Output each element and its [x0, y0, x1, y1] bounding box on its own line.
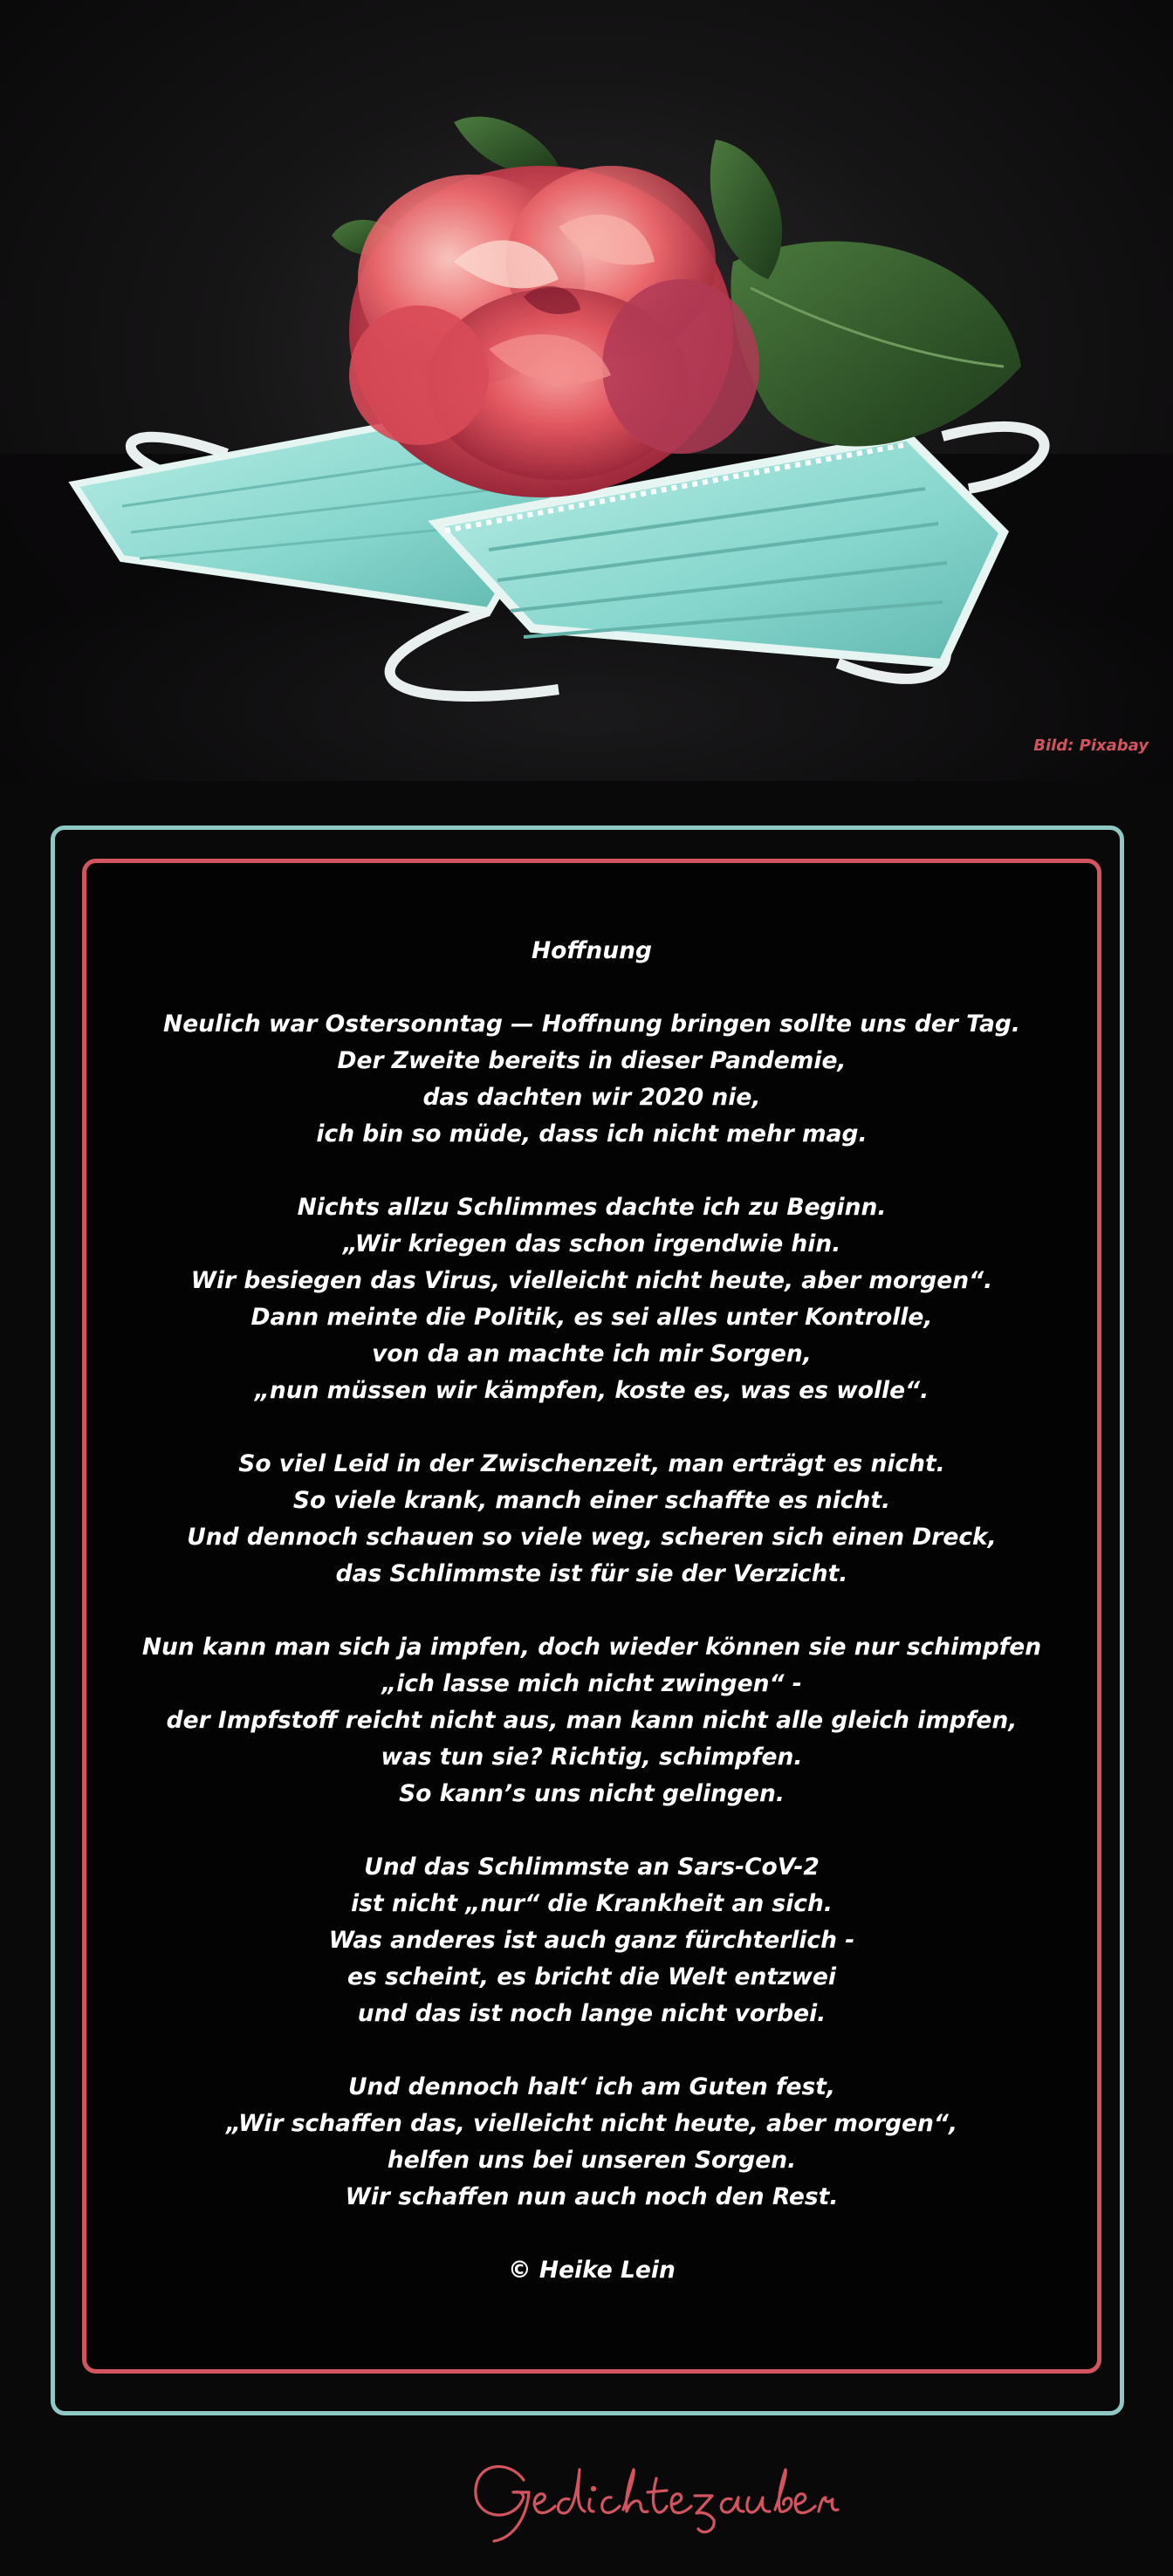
- poem-line: So kann’s uns nicht gelingen.: [399, 1780, 785, 1807]
- gedichtezauber-signature-icon: [0, 2435, 1173, 2557]
- poem-line: Und das Schlimmste an Sars-CoV-2: [364, 1853, 820, 1881]
- poem-line: Und dennoch schauen so viele weg, scheren sich einen Dreck,: [187, 1524, 997, 1551]
- poem-line: Nun kann man sich ja impfen, doch wieder können sie nur schimpfen: [141, 1634, 1042, 1661]
- inner-frame: [82, 859, 1101, 2374]
- poem-line: Wir schaffen nun auch noch den Rest.: [345, 2183, 839, 2210]
- header-photo: [0, 0, 1173, 781]
- poem-line: Der Zweite bereits in dieser Pandemie,: [337, 1047, 847, 1074]
- poem-line: ist nicht „nur“ die Krankheit an sich.: [351, 1890, 833, 1917]
- poem-line: „Wir schaffen das, vielleicht nicht heute, aber morgen“,: [225, 2110, 958, 2137]
- poem-line: und das ist noch lange nicht vorbei.: [357, 2000, 827, 2027]
- copyright: © Heike Lein: [508, 2257, 676, 2284]
- poem: [86, 933, 1097, 2289]
- poem-line: Neulich war Ostersonntag — Hoffnung bringen sollte uns der Tag.: [163, 1011, 1020, 1038]
- poem-line: was tun sie? Richtig, schimpfen.: [381, 1744, 803, 1771]
- signature-logo: [0, 2435, 1173, 2557]
- poem-line: So viel Leid in der Zwischenzeit, man erträgt es nicht.: [238, 1450, 945, 1477]
- poem-line: ich bin so müde, dass ich nicht mehr mag.: [316, 1120, 868, 1148]
- poem-line: Nichts allzu Schlimmes dachte ich zu Beginn.: [297, 1194, 887, 1221]
- poem-line: „ich lasse mich nicht zwingen“ -: [381, 1670, 802, 1697]
- poem-line: der Impfstoff reicht nicht aus, man kann nicht alle gleich impfen,: [166, 1707, 1018, 1734]
- poem-line: von da an machte ich mir Sorgen,: [372, 1340, 812, 1367]
- poem-line: das Schlimmste ist für sie der Verzicht.: [335, 1560, 848, 1587]
- poem-line: „nun müssen wir kämpfen, koste es, was es wolle“.: [254, 1377, 929, 1404]
- poem-line: Was anderes ist auch ganz fürchterlich -: [328, 1927, 855, 1954]
- poem-line: Und dennoch halt‘ ich am Guten fest,: [347, 2073, 835, 2100]
- poem-title: Hoffnung: [531, 937, 652, 964]
- poem-line: „Wir kriegen das schon irgendwie hin.: [342, 1230, 841, 1257]
- poem-line: Wir besiegen das Virus, vielleicht nicht heute, aber morgen“.: [190, 1267, 993, 1294]
- rose-and-masks-illustration: [0, 0, 1173, 781]
- poem-line: es scheint, es bricht die Welt entzwei: [347, 1963, 836, 1990]
- poem-line: helfen uns bei unseren Sorgen.: [387, 2147, 797, 2174]
- poem-line: Dann meinte die Politik, es sei alles unter Kontrolle,: [250, 1304, 933, 1331]
- image-credit: Bild: Pixabay: [1033, 736, 1149, 755]
- poem-line: So viele krank, manch einer schaffte es nicht.: [292, 1487, 891, 1514]
- poem-line: das dachten wir 2020 nie,: [422, 1084, 761, 1111]
